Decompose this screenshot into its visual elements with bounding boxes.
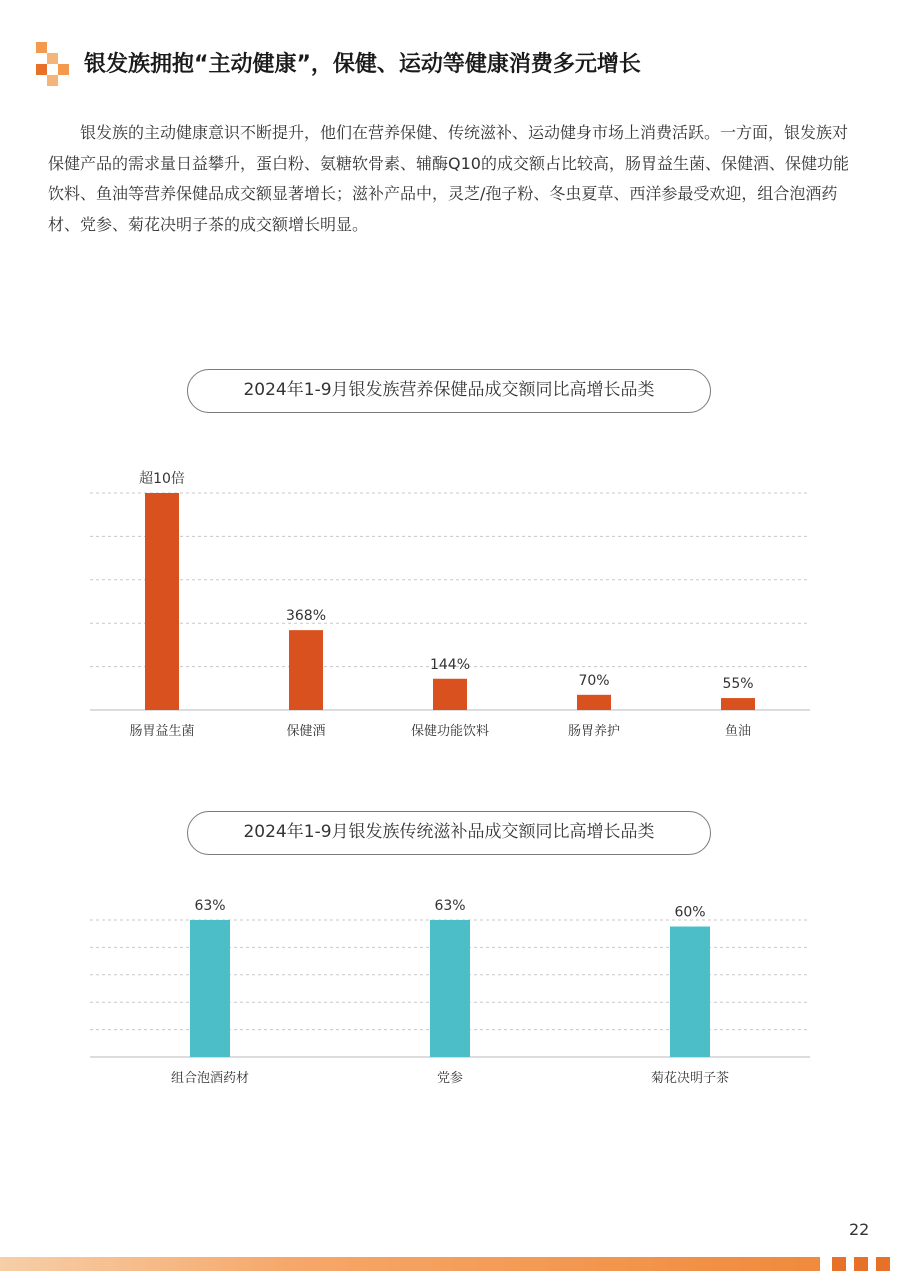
x-tick-label: 保健酒 [286,724,326,739]
footer-square [876,1257,890,1271]
x-tick-label: 菊花决明子茶 [650,1071,730,1086]
bar [145,493,179,710]
brand-logo-icon [36,42,70,86]
bar-value-label: 60% [674,904,706,921]
bar [670,927,710,1057]
bar-value-label: 63% [194,898,226,914]
bar [289,630,323,710]
footer-square [854,1257,868,1271]
x-tick-label: 组合泡酒药材 [170,1071,250,1086]
bar [721,698,755,710]
x-tick-label: 肠胃养护 [567,724,621,739]
bar-value-label: 144% [429,656,471,673]
bar-value-label: 368% [285,608,327,625]
footer-gradient-bar [0,1257,820,1271]
bar-value-label: 63% [434,898,466,914]
x-tick-label: 保健功能饮料 [410,724,490,739]
tonic-growth-bar-chart [0,880,900,1100]
chart-2-title: 2024年1-9月银发族传统滋补品成交额同比高增长品类 [187,811,711,855]
bar [430,920,470,1057]
x-tick-label: 肠胃益生菌 [129,724,195,739]
bar-value-label: 70% [578,672,610,689]
page-heading: 银发族拥抱“主动健康”，保健、运动等健康消费多元增长 [84,52,641,77]
page-number: 22 [849,1220,870,1239]
intro-paragraph: 银发族的主动健康意识不断提升，他们在营养保健、传统滋补、运动健身市场上消费活跃。一方面，银发族对保健产品的需求量日益攀升，蛋白粉、氨糖软骨素、辅酶Q10的成交额占比较高，肠胃益生菌、保健酒、保健功能饮料、鱼油等营养保健品成交额显著增长；滋补产品中，灵芝/孢子粉、冬虫夏草、西洋参最受欢迎，组合泡酒药材、党参、菊花决明子茶的成交额增长明显。 [48,123,849,234]
bar-value-label: 55% [722,676,754,693]
bar [433,679,467,710]
bar-value-label: 超10倍 [139,471,185,487]
x-tick-label: 鱼油 [724,724,752,739]
x-tick-label: 党参 [436,1071,464,1086]
bar [577,695,611,710]
chart-1-title: 2024年1-9月银发族营养保健品成交额同比高增长品类 [187,369,711,413]
footer-square [832,1257,846,1271]
bar [190,920,230,1057]
nutrition-growth-bar-chart [0,450,900,750]
